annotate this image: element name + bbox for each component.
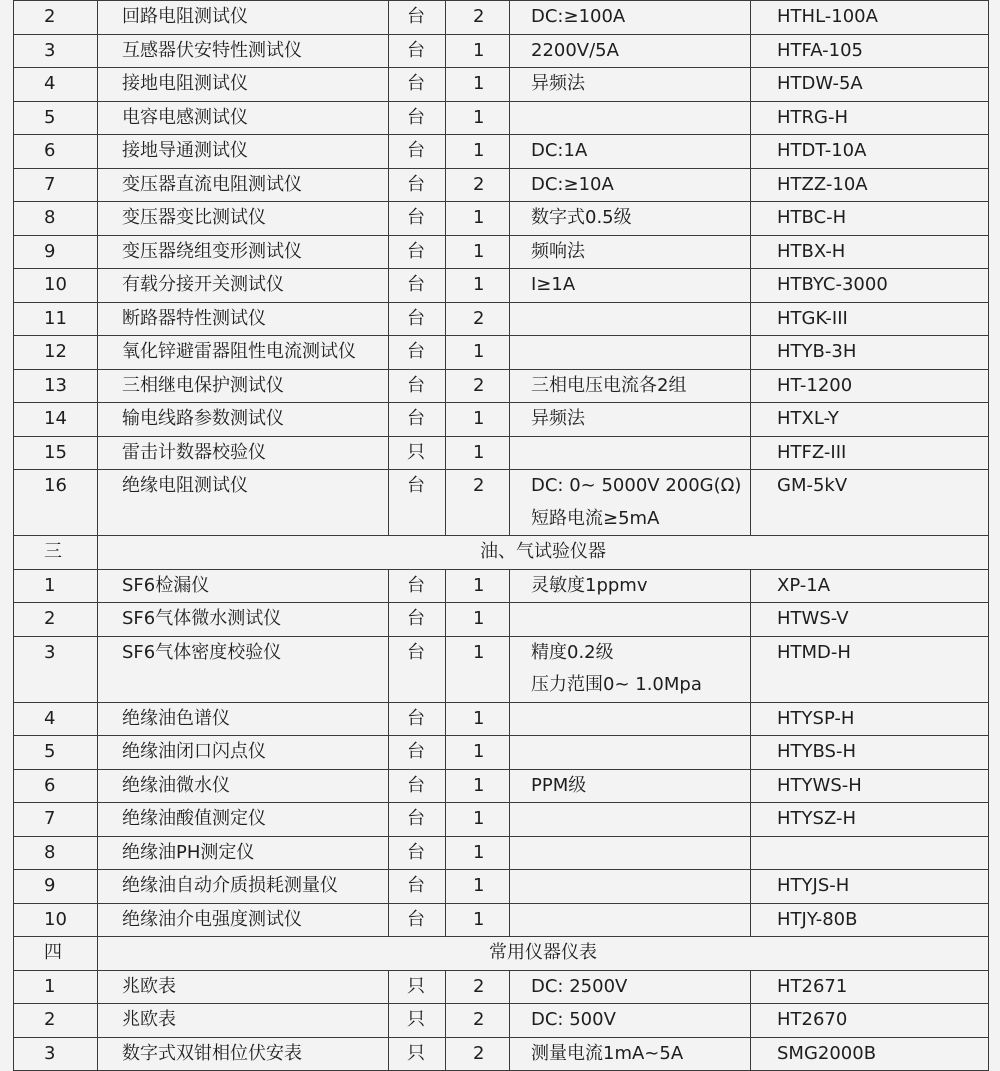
item-quantity: 2 bbox=[446, 1004, 510, 1038]
item-unit: 台 bbox=[389, 302, 446, 336]
item-quantity: 2 bbox=[446, 1, 510, 35]
item-name: 输电线路参数测试仪 bbox=[98, 403, 389, 437]
item-name: SF6检漏仪 bbox=[98, 569, 389, 603]
item-spec bbox=[510, 235, 751, 269]
item-spec-line: 数字式0.5级 bbox=[531, 207, 632, 228]
item-spec-line bbox=[531, 904, 750, 937]
item-quantity: 2 bbox=[446, 1037, 510, 1071]
table-row bbox=[14, 603, 989, 637]
item-spec bbox=[510, 836, 751, 870]
item-unit: 台 bbox=[389, 569, 446, 603]
item-spec-line: DC: 500V bbox=[531, 1009, 616, 1030]
item-spec-line: 2200V/5A bbox=[531, 39, 619, 61]
item-name: 绝缘油微水仪 bbox=[98, 769, 389, 803]
item-number: 2 bbox=[14, 1004, 98, 1038]
item-model: SMG2000B bbox=[751, 1037, 989, 1071]
item-name: 变压器变比测试仪 bbox=[98, 202, 389, 236]
item-model: HTBYC-3000 bbox=[751, 269, 989, 303]
item-name: 变压器直流电阻测试仪 bbox=[98, 168, 389, 202]
item-unit: 只 bbox=[389, 1037, 446, 1071]
section-header-row bbox=[14, 536, 989, 570]
item-quantity: 1 bbox=[446, 336, 510, 370]
item-quantity: 1 bbox=[446, 68, 510, 102]
table-row bbox=[14, 470, 989, 536]
item-unit: 只 bbox=[389, 1004, 446, 1038]
item-spec bbox=[510, 135, 751, 169]
table-row bbox=[14, 135, 989, 169]
item-quantity: 1 bbox=[446, 269, 510, 303]
item-model: HTYBS-H bbox=[751, 736, 989, 770]
item-model: XP-1A bbox=[751, 569, 989, 603]
item-spec-line bbox=[531, 736, 750, 769]
item-quantity: 1 bbox=[446, 836, 510, 870]
item-model: HTWS-V bbox=[751, 603, 989, 637]
item-number: 1 bbox=[14, 569, 98, 603]
item-number: 3 bbox=[14, 1037, 98, 1071]
item-quantity: 2 bbox=[446, 168, 510, 202]
item-spec bbox=[510, 436, 751, 470]
item-quantity: 1 bbox=[446, 636, 510, 702]
table-row bbox=[14, 569, 989, 603]
item-quantity: 2 bbox=[446, 369, 510, 403]
table-row bbox=[14, 903, 989, 937]
item-number: 4 bbox=[14, 702, 98, 736]
item-unit: 台 bbox=[389, 702, 446, 736]
item-name: 电容电感测试仪 bbox=[98, 101, 389, 135]
item-spec-line bbox=[531, 870, 750, 903]
item-unit: 台 bbox=[389, 470, 446, 536]
item-model: HTHL-100A bbox=[751, 1, 989, 35]
item-spec-line: 灵敏度1ppmv bbox=[531, 574, 648, 596]
item-number: 6 bbox=[14, 135, 98, 169]
item-quantity: 1 bbox=[446, 702, 510, 736]
item-spec-line: 异频法 bbox=[531, 73, 585, 94]
item-spec bbox=[510, 970, 751, 1004]
item-unit: 台 bbox=[389, 836, 446, 870]
item-number: 16 bbox=[14, 470, 98, 536]
item-quantity: 2 bbox=[446, 302, 510, 336]
item-quantity: 1 bbox=[446, 569, 510, 603]
item-model bbox=[751, 836, 989, 870]
item-number: 3 bbox=[14, 34, 98, 68]
table-row bbox=[14, 1, 989, 35]
item-number: 9 bbox=[14, 870, 98, 904]
item-unit: 台 bbox=[389, 101, 446, 135]
item-number: 12 bbox=[14, 336, 98, 370]
item-model: HTRG-H bbox=[751, 101, 989, 135]
item-name: 兆欧表 bbox=[98, 1004, 389, 1038]
item-number: 2 bbox=[14, 603, 98, 637]
item-model: HTBX-H bbox=[751, 235, 989, 269]
item-spec bbox=[510, 403, 751, 437]
item-name: 绝缘油介电强度测试仪 bbox=[98, 903, 389, 937]
item-name: 有载分接开关测试仪 bbox=[98, 269, 389, 303]
item-name: 接地导通测试仪 bbox=[98, 135, 389, 169]
item-spec-line: 三相电压电流各2组 bbox=[531, 374, 687, 396]
equipment-table-body bbox=[14, 1, 989, 1071]
item-spec-line bbox=[531, 303, 750, 336]
item-spec-line: PPM级 bbox=[531, 774, 587, 796]
item-model: HTYJS-H bbox=[751, 870, 989, 904]
item-spec bbox=[510, 302, 751, 336]
item-name: 绝缘电阻测试仪 bbox=[98, 470, 389, 536]
item-spec-line: 压力范围0~ 1.0Mpa bbox=[531, 674, 702, 695]
item-number: 10 bbox=[14, 903, 98, 937]
item-spec-line: 短路电流≥5mA bbox=[531, 507, 660, 529]
item-name: 互感器伏安特性测试仪 bbox=[98, 34, 389, 68]
item-spec-line: DC: 0~ 5000V 200G(Ω) bbox=[531, 475, 742, 496]
item-model: HTGK-III bbox=[751, 302, 989, 336]
item-unit: 台 bbox=[389, 34, 446, 68]
item-unit: 只 bbox=[389, 970, 446, 1004]
item-quantity: 1 bbox=[446, 603, 510, 637]
item-name: 雷击计数器校验仪 bbox=[98, 436, 389, 470]
item-number: 8 bbox=[14, 202, 98, 236]
item-unit: 台 bbox=[389, 336, 446, 370]
table-row bbox=[14, 836, 989, 870]
item-unit: 台 bbox=[389, 903, 446, 937]
item-number: 8 bbox=[14, 836, 98, 870]
item-name: 绝缘油PH测定仪 bbox=[98, 836, 389, 870]
item-spec bbox=[510, 269, 751, 303]
item-spec bbox=[510, 369, 751, 403]
table-row bbox=[14, 870, 989, 904]
item-spec bbox=[510, 68, 751, 102]
item-spec bbox=[510, 34, 751, 68]
item-unit: 台 bbox=[389, 870, 446, 904]
table-row bbox=[14, 769, 989, 803]
item-name: 绝缘油酸值测定仪 bbox=[98, 803, 389, 837]
item-number: 13 bbox=[14, 369, 98, 403]
item-spec-line: DC:≥10A bbox=[531, 173, 614, 195]
item-unit: 台 bbox=[389, 736, 446, 770]
item-name: 绝缘油色谱仪 bbox=[98, 702, 389, 736]
item-spec-line: DC:1A bbox=[531, 140, 588, 161]
item-number: 9 bbox=[14, 235, 98, 269]
item-model: HTMD-H bbox=[751, 636, 989, 702]
table-row bbox=[14, 736, 989, 770]
item-spec-line: 异频法 bbox=[531, 408, 585, 429]
item-spec bbox=[510, 470, 751, 536]
item-spec bbox=[510, 569, 751, 603]
table-row bbox=[14, 68, 989, 102]
item-name: 回路电阻测试仪 bbox=[98, 1, 389, 35]
item-number: 1 bbox=[14, 970, 98, 1004]
item-quantity: 1 bbox=[446, 903, 510, 937]
item-name: 绝缘油自动介质损耗测量仪 bbox=[98, 870, 389, 904]
item-unit: 台 bbox=[389, 403, 446, 437]
item-model: HT2670 bbox=[751, 1004, 989, 1038]
item-quantity: 1 bbox=[446, 436, 510, 470]
item-spec-line bbox=[531, 437, 750, 470]
item-spec bbox=[510, 736, 751, 770]
item-unit: 台 bbox=[389, 636, 446, 702]
item-name: SF6气体密度校验仪 bbox=[98, 636, 389, 702]
item-unit: 台 bbox=[389, 135, 446, 169]
item-name: 数字式双钳相位伏安表 bbox=[98, 1037, 389, 1071]
section-number: 三 bbox=[14, 536, 98, 570]
table-row bbox=[14, 269, 989, 303]
item-model: GM-5kV bbox=[751, 470, 989, 536]
table-row bbox=[14, 235, 989, 269]
item-unit: 台 bbox=[389, 369, 446, 403]
item-model: HTDT-10A bbox=[751, 135, 989, 169]
item-spec-line bbox=[531, 837, 750, 870]
item-number: 15 bbox=[14, 436, 98, 470]
item-spec-line: DC:≥100A bbox=[531, 6, 626, 27]
table-row bbox=[14, 1004, 989, 1038]
table-row bbox=[14, 970, 989, 1004]
item-model: HTFA-105 bbox=[751, 34, 989, 68]
item-spec bbox=[510, 101, 751, 135]
table-row bbox=[14, 803, 989, 837]
item-number: 14 bbox=[14, 403, 98, 437]
table-row bbox=[14, 168, 989, 202]
item-unit: 台 bbox=[389, 803, 446, 837]
item-spec-line bbox=[531, 336, 750, 369]
item-spec bbox=[510, 870, 751, 904]
item-model: HT2671 bbox=[751, 970, 989, 1004]
item-number: 11 bbox=[14, 302, 98, 336]
item-model: HTYWS-H bbox=[751, 769, 989, 803]
item-model: HTYB-3H bbox=[751, 336, 989, 370]
table-row bbox=[14, 1037, 989, 1071]
section-number: 四 bbox=[14, 937, 98, 971]
item-spec bbox=[510, 1, 751, 35]
item-quantity: 1 bbox=[446, 135, 510, 169]
item-unit: 台 bbox=[389, 202, 446, 236]
item-spec bbox=[510, 636, 751, 702]
item-unit: 台 bbox=[389, 168, 446, 202]
table-row bbox=[14, 34, 989, 68]
item-quantity: 2 bbox=[446, 470, 510, 536]
item-name: SF6气体微水测试仪 bbox=[98, 603, 389, 637]
item-model: HTDW-5A bbox=[751, 68, 989, 102]
item-model: HTFZ-III bbox=[751, 436, 989, 470]
table-row bbox=[14, 636, 989, 702]
item-name: 兆欧表 bbox=[98, 970, 389, 1004]
item-number: 4 bbox=[14, 68, 98, 102]
item-spec bbox=[510, 1037, 751, 1071]
item-model: HTXL-Y bbox=[751, 403, 989, 437]
item-spec bbox=[510, 702, 751, 736]
section-title: 常用仪器仪表 bbox=[98, 937, 989, 971]
item-number: 5 bbox=[14, 101, 98, 135]
item-model: HTBC-H bbox=[751, 202, 989, 236]
item-name: 三相继电保护测试仪 bbox=[98, 369, 389, 403]
item-name: 变压器绕组变形测试仪 bbox=[98, 235, 389, 269]
table-row bbox=[14, 202, 989, 236]
item-spec-line bbox=[531, 603, 750, 636]
table-row bbox=[14, 436, 989, 470]
item-number: 6 bbox=[14, 769, 98, 803]
item-number: 10 bbox=[14, 269, 98, 303]
item-number: 5 bbox=[14, 736, 98, 770]
item-unit: 只 bbox=[389, 436, 446, 470]
item-name: 接地电阻测试仪 bbox=[98, 68, 389, 102]
section-title: 油、气试验仪器 bbox=[98, 536, 989, 570]
item-unit: 台 bbox=[389, 269, 446, 303]
item-quantity: 1 bbox=[446, 101, 510, 135]
item-name: 断路器特性测试仪 bbox=[98, 302, 389, 336]
item-name: 绝缘油闭口闪点仪 bbox=[98, 736, 389, 770]
table-row bbox=[14, 702, 989, 736]
item-spec-line: 测量电流1mA~5A bbox=[531, 1042, 684, 1064]
item-quantity: 1 bbox=[446, 235, 510, 269]
equipment-table bbox=[13, 0, 989, 1071]
item-unit: 台 bbox=[389, 68, 446, 102]
item-model: HTYSZ-H bbox=[751, 803, 989, 837]
item-number: 7 bbox=[14, 803, 98, 837]
table-row bbox=[14, 336, 989, 370]
item-number: 7 bbox=[14, 168, 98, 202]
item-spec bbox=[510, 168, 751, 202]
table-row bbox=[14, 403, 989, 437]
item-model: HTZZ-10A bbox=[751, 168, 989, 202]
item-spec bbox=[510, 769, 751, 803]
item-unit: 台 bbox=[389, 769, 446, 803]
item-spec-line: 频响法 bbox=[531, 240, 585, 262]
item-quantity: 2 bbox=[446, 970, 510, 1004]
item-quantity: 1 bbox=[446, 202, 510, 236]
item-quantity: 1 bbox=[446, 769, 510, 803]
item-quantity: 1 bbox=[446, 736, 510, 770]
item-number: 2 bbox=[14, 1, 98, 35]
item-spec-line: 精度0.2级 bbox=[531, 641, 614, 663]
item-spec-line: I≥1A bbox=[531, 274, 576, 295]
item-name: 氧化锌避雷器阻性电流测试仪 bbox=[98, 336, 389, 370]
item-model: HTJY-80B bbox=[751, 903, 989, 937]
item-spec-line bbox=[531, 803, 750, 836]
section-header-row bbox=[14, 937, 989, 971]
item-number: 3 bbox=[14, 636, 98, 702]
item-spec bbox=[510, 603, 751, 637]
item-spec-line bbox=[531, 703, 750, 736]
item-quantity: 1 bbox=[446, 34, 510, 68]
item-unit: 台 bbox=[389, 235, 446, 269]
item-spec-line: DC: 2500V bbox=[531, 975, 628, 997]
item-spec bbox=[510, 202, 751, 236]
table-row bbox=[14, 101, 989, 135]
item-quantity: 1 bbox=[446, 403, 510, 437]
item-model: HT-1200 bbox=[751, 369, 989, 403]
item-spec bbox=[510, 336, 751, 370]
item-spec bbox=[510, 1004, 751, 1038]
table-row bbox=[14, 302, 989, 336]
item-model: HTYSP-H bbox=[751, 702, 989, 736]
item-quantity: 1 bbox=[446, 803, 510, 837]
item-unit: 台 bbox=[389, 603, 446, 637]
item-spec bbox=[510, 903, 751, 937]
item-unit: 台 bbox=[389, 1, 446, 35]
item-spec bbox=[510, 803, 751, 837]
table-row bbox=[14, 369, 989, 403]
item-quantity: 1 bbox=[446, 870, 510, 904]
item-spec-line bbox=[531, 102, 750, 135]
